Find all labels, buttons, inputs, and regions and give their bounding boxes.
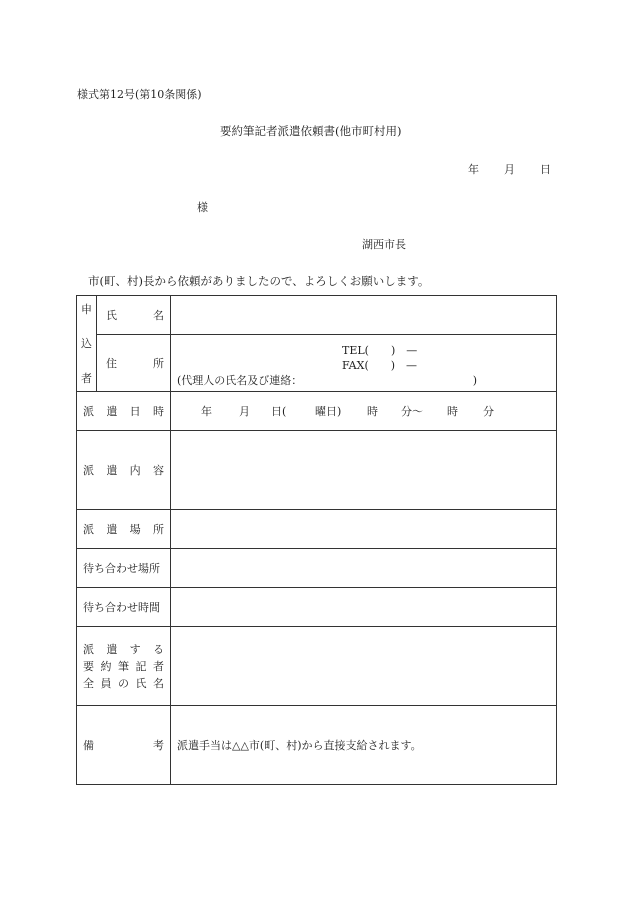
label-char: 遣 <box>106 523 118 536</box>
label-char: 遣 <box>106 464 118 477</box>
staff-label-line <box>83 641 164 658</box>
label-char: 派 <box>83 464 94 477</box>
datetime-part: 年 <box>201 405 212 418</box>
content-label <box>77 431 171 510</box>
name-label-char: 氏 <box>106 309 117 322</box>
datetime-part: 月 <box>239 405 250 418</box>
remarks-row <box>77 706 557 785</box>
intro-text: 市(町、村)長から依頼がありましたので、よろしくお願いします。 <box>88 274 430 288</box>
applicant-char: 申 <box>81 302 92 316</box>
label-char: 約 <box>100 660 112 673</box>
label-char: 全 <box>83 677 94 690</box>
datetime-part: 時 <box>447 405 458 418</box>
label-char: 日 <box>129 405 141 418</box>
addressee-honorific: 様 <box>197 201 208 214</box>
date-day-label: 日 <box>540 163 551 176</box>
address-label-char: 所 <box>153 357 164 370</box>
datetime-part: 曜日) <box>315 405 342 418</box>
datetime-field[interactable] <box>171 392 557 431</box>
fax-line[interactable]: FAX( ) — <box>342 359 418 372</box>
label-char: す <box>129 643 141 656</box>
label-char: 者 <box>153 660 164 673</box>
remarks-label <box>77 706 171 785</box>
applicant-group-label <box>77 296 97 392</box>
label-char: る <box>152 643 164 656</box>
label-char: の <box>118 677 129 690</box>
name-label-char: 名 <box>153 309 164 322</box>
label-char: 要 <box>83 660 94 673</box>
label-char: 員 <box>100 677 112 690</box>
address-label <box>97 335 171 392</box>
label-char: 所 <box>152 523 164 536</box>
form-number: 様式第12号(第10条関係) <box>77 88 202 101</box>
issuer-name: 湖西市長 <box>362 238 406 251</box>
tel-line[interactable]: TEL( ) — <box>342 344 418 357</box>
meeting-time-label-text: 待ち合わせ時間 <box>83 601 160 614</box>
label-char: 遣 <box>106 405 118 418</box>
staff-names-row <box>77 627 557 706</box>
name-label <box>97 296 171 335</box>
staff-names-field[interactable] <box>171 627 557 706</box>
datetime-part: 時 <box>367 405 378 418</box>
label-char: 筆 <box>118 660 129 673</box>
date-year-label: 年 <box>468 163 479 176</box>
label-char: 時 <box>152 405 164 418</box>
datetime-part: 分〜 <box>401 405 423 418</box>
label-char: 遣 <box>106 643 118 656</box>
name-field[interactable] <box>171 296 557 335</box>
meeting-place-field[interactable] <box>171 549 557 588</box>
meeting-place-label <box>77 549 171 588</box>
label-char: 記 <box>135 660 147 673</box>
date-line <box>468 161 551 177</box>
document-title: 要約筆記者派遣依頼書(他市町村用) <box>220 124 402 138</box>
label-char: 内 <box>129 464 141 477</box>
remarks-field <box>171 706 557 785</box>
label-char: 派 <box>83 523 94 536</box>
content-field[interactable] <box>171 431 557 510</box>
place-field[interactable] <box>171 510 557 549</box>
meeting-time-label <box>77 588 171 627</box>
content-row <box>77 431 557 510</box>
meeting-place-row <box>77 549 557 588</box>
datetime-part: 分 <box>483 405 494 418</box>
datetime-row <box>77 392 557 431</box>
place-row <box>77 510 557 549</box>
address-label-char: 住 <box>106 357 117 370</box>
datetime-label <box>77 392 171 431</box>
label-char: 容 <box>152 464 164 477</box>
applicant-char: 込 <box>81 337 92 350</box>
staff-label-line <box>83 675 164 692</box>
address-field[interactable] <box>171 335 557 392</box>
name-row <box>77 296 557 335</box>
applicant-char: 者 <box>81 371 92 385</box>
label-char: 派 <box>83 643 94 656</box>
staff-names-label <box>77 627 171 706</box>
staff-label-line <box>83 658 164 675</box>
label-char: 名 <box>153 677 164 690</box>
meeting-place-label-text: 待ち合わせ場所 <box>83 562 160 575</box>
remarks-text: 派遣手当は△△市(町、村)から直接支給されます。 <box>177 739 422 752</box>
label-char: 場 <box>129 523 141 536</box>
label-char: 備 <box>83 739 94 752</box>
datetime-part: 日( <box>271 405 287 418</box>
label-char: 氏 <box>135 677 147 690</box>
proxy-contact-line[interactable]: (代理人の氏名及び連絡： ) <box>177 374 478 387</box>
label-char: 派 <box>83 405 94 418</box>
label-char: 考 <box>153 739 164 752</box>
address-row <box>77 335 557 392</box>
meeting-time-row <box>77 588 557 627</box>
request-form-table <box>76 295 557 785</box>
place-label <box>77 510 171 549</box>
meeting-time-field[interactable] <box>171 588 557 627</box>
date-month-label: 月 <box>504 163 515 176</box>
